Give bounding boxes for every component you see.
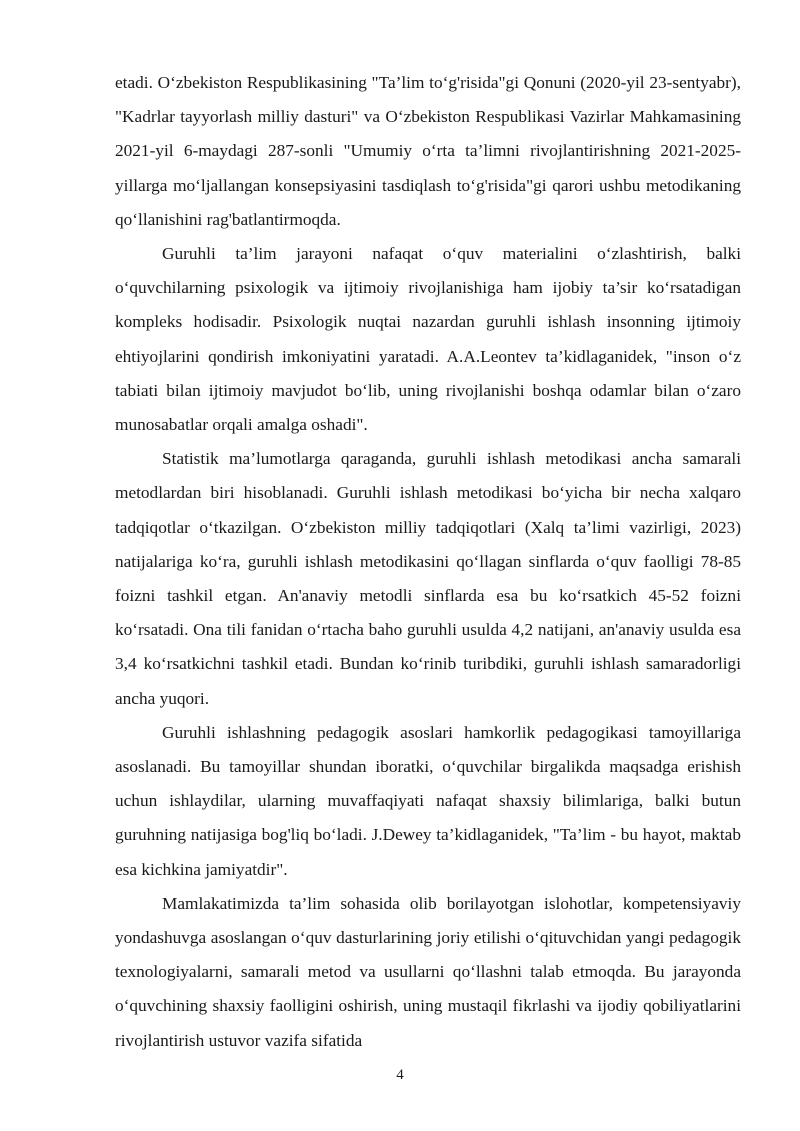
paragraph-education-reforms: Mamlakatimizda ta’lim sohasida olib borilayotgan islohotlar, kompetensiyaviy yondashuvga asoslangan o‘quv dasturlarining joriy etilishi o‘qituvchidan yangi pedagogik texnologiyalarni, samarali metod va usullarni qo‘llashni talab etmoqda. Bu jarayonda o‘quvchining shaxsiy faolligini oshirish, uning mustaqil fikrlashi va ijodiy qobiliyatlarini rivojlantirish ustuvor vazifa sifatida bbox=[115, 893, 741, 1050]
document-body bbox=[115, 66, 741, 1058]
paragraph-continuation: etadi. O‘zbekiston Respublikasining "Ta’lim to‘g'risida"gi Qonuni (2020-yil 23-sentyabr), "Kadrlar tayyorlash milliy dasturi" va O‘zbekiston Respublikasi Vazirlar Mahkamasining 2021-yil 6-maydagi 287-sonli "Umumiy o‘rta ta’limni rivojlantirishning 2021-2025-yillarga mo‘ljallangan konsepsiyasini tasdiqlash to‘g'risida"gi qarori ushbu metodikaning qo‘llanishini rag'batlantirmoqda. bbox=[115, 73, 741, 229]
paragraph-statistics: Statistik ma’lumotlarga qaraganda, guruhli ishlash metodikasi ancha samarali metodlardan biri hisoblanadi. Guruhli ishlash metodikasi bo‘yicha bir necha xalqaro tadqiqotlar o‘tkazilgan. O‘zbekiston milliy tadqiqotlari (Xalq ta’limi vazirligi, 2023) natijalariga ko‘ra, guruhli ishlash metodikasini qo‘llagan sinflarda o‘quv faolligi 78-85 foizni tashkil etgan. An'anaviy metodli sinflarda esa bu ko‘rsatkich 45-52 foizni ko‘rsatadi. Ona tili fanidan o‘rtacha baho guruhli usulda 4,2 natijani, an'anaviy usulda esa 3,4 ko‘rsatkichni tashkil etadi. Bundan ko‘rinib turibdiki, guruhli ishlash samaradorligi ancha yuqori. bbox=[115, 449, 741, 708]
paragraph-group-learning-psychology: Guruhli ta’lim jarayoni nafaqat o‘quv materialini o‘zlashtirish, balki o‘quvchilarning psixologik va ijtimoiy rivojlanishiga ham ijobiy ta’sir ko‘rsatadigan kompleks hodisadir. Psixologik nuqtai nazardan guruhli ishlash insonning ijtimoiy ehtiyojlarini qondirish imkoniyatini yaratadi. A.A.Leontev ta’kidlaganidek, "inson o‘z tabiati bilan ijtimoiy mavjudot bo‘lib, uning rivojlanishi boshqa odamlar bilan o‘zaro munosabatlar orqali amalga oshadi". bbox=[115, 244, 741, 435]
paragraph-pedagogical-basis: Guruhli ishlashning pedagogik asoslari hamkorlik pedagogikasi tamoyillariga asoslanadi. Bu tamoyillar shundan iboratki, o‘quvchilar birgalikda maqsadga erishish uchun ishlaydilar, ularning muvaffaqiyati nafaqat shaxsiy bilimlariga, balki butun guruhning natijasiga bog'liq bo‘ladi. J.Dewey ta’kidlaganidek, "Ta’lim - bu hayot, maktab esa kichkina jamiyatdir". bbox=[115, 722, 741, 879]
page-number: 4 bbox=[396, 1067, 404, 1083]
